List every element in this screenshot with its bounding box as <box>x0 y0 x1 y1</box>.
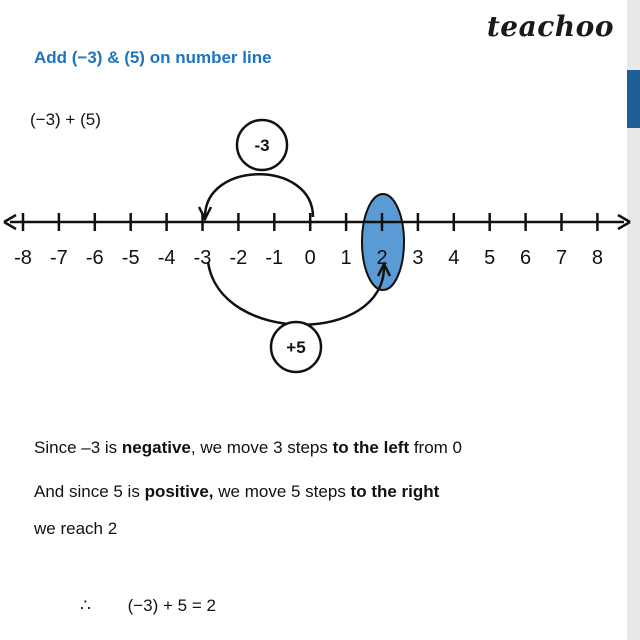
conclusion-equation: (−3) + 5 = 2 <box>127 596 216 615</box>
jump-label-plus5: +5 <box>286 338 306 357</box>
jump-arc-minus3 <box>205 174 313 217</box>
tick-label: 8 <box>591 247 603 269</box>
expression: (−3) + (5) <box>30 110 101 129</box>
tick-label: 5 <box>484 247 496 269</box>
tick-label: -1 <box>265 247 284 269</box>
tick-label: -7 <box>50 247 68 269</box>
tick-label: 6 <box>520 247 532 269</box>
conclusion <box>80 596 216 616</box>
tick-label: 3 <box>412 247 424 269</box>
tick-label: -5 <box>121 247 140 269</box>
tick-label: -6 <box>85 247 104 269</box>
jump-label-minus3: -3 <box>254 136 270 155</box>
therefore-symbol: ∴ <box>80 596 91 615</box>
explanation-line-2: And since 5 is positive, we move 5 steps to the right <box>34 482 440 501</box>
explanation-line-1: Since –3 is negative, we move 3 steps to the left from 0 <box>34 438 463 457</box>
page-title: Add (−3) & (5) on number line <box>34 48 272 67</box>
tick-label: 1 <box>340 247 352 269</box>
tick-label: -8 <box>14 247 32 269</box>
tick-label: -2 <box>229 247 248 269</box>
tick-label: 2 <box>376 247 388 269</box>
explanation-line-3: we reach 2 <box>34 519 118 538</box>
tick-label: 4 <box>448 247 460 269</box>
tick-label: 7 <box>555 247 568 269</box>
tick-label: -3 <box>193 247 212 269</box>
jump-arc-plus5 <box>208 262 384 325</box>
brand-logo: teachoo <box>486 10 614 43</box>
tick-label: -4 <box>157 247 176 269</box>
tick-label: 0 <box>304 247 316 269</box>
